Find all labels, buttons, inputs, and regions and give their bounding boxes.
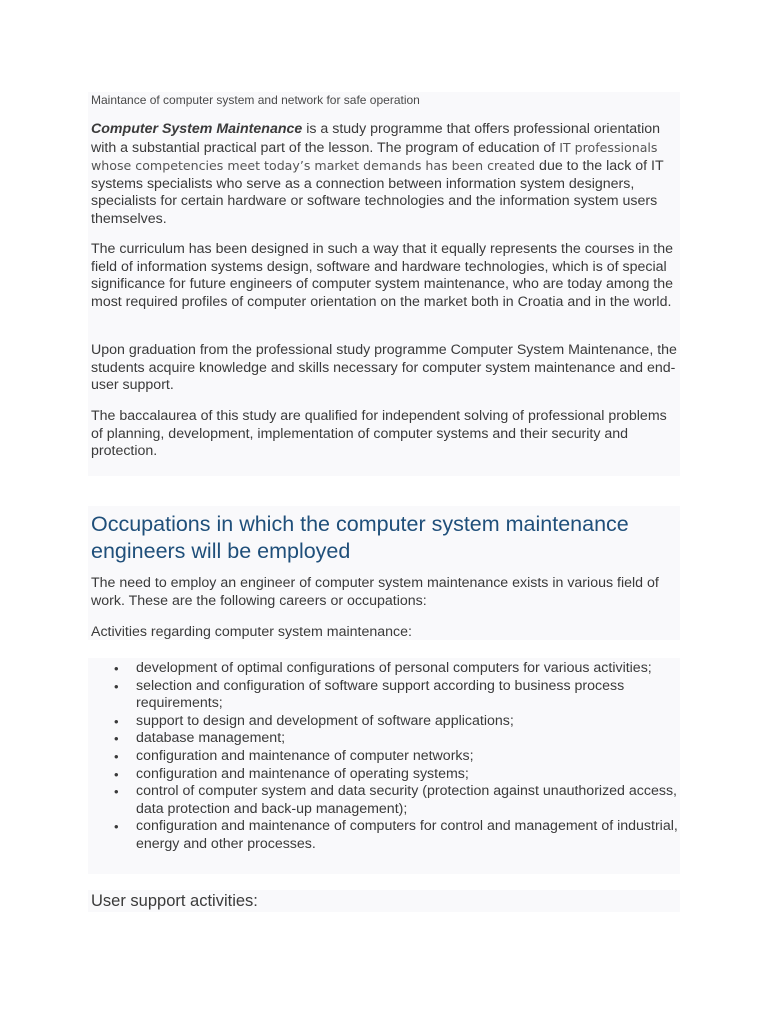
list-item-text: control of computer system and data security (protection against unauthorized access, data protection and back-up management); [136,783,677,817]
bullet-icon: • [114,766,119,782]
intro-text: due to the lack of IT systems specialists who serve as a connection between information system designers, specialists for certain hardware or software technologies and the information system users themselves. [91,158,664,227]
bullet-icon: • [114,678,119,694]
qualification-paragraph: The baccalaurea of this study are qualified for independent solving of professional problems of planning, development, implementation of computer systems and their security and protection. [91,408,667,460]
list-item-text: configuration and maintenance of computer networks; [136,747,474,764]
bullet-icon: • [114,748,119,764]
list-item [90,748,680,766]
activities-label: Activities regarding computer system maintenance: [91,624,412,640]
list-item-text: database management; [136,730,286,747]
list-item [90,730,680,748]
section-heading: Occupations in which the computer system maintenance engineers will be employed [91,512,629,563]
intro-paragraph [91,121,681,229]
activities-list [90,660,680,854]
bullet-icon: • [114,661,119,676]
document-title: Maintance of computer system and network for safe operation [91,93,420,107]
list-item [90,713,680,731]
list-item-text: selection and configuration of software support according to business process requirements; [136,677,625,712]
list-item-text: configuration and maintenance of computers for control and management of industrial, energy and other processes. [136,818,678,852]
list-item [90,678,680,713]
list-item [90,783,680,818]
list-item [90,818,680,853]
list-item [90,766,680,784]
graduation-paragraph: Upon graduation from the professional study programme Computer System Maintenance, the students acquire knowledge and skills necessary for computer system maintenance and end-user support. [91,342,677,394]
list-item-text: configuration and maintenance of operating systems; [136,765,469,782]
curriculum-paragraph: The curriculum has been designed in such a way that it equally represents the courses in the field of information systems design, software and hardware technologies, which is of special significance for future engineers of computer system maintenance, who are today among the most required profiles of computer orientation on the market both in Croatia and in the world. [91,241,674,310]
list-item [90,660,680,678]
bullet-icon: • [114,819,119,835]
bullet-icon: • [114,731,119,747]
user-support-label: User support activities: [91,892,258,910]
list-item-text: development of optimal configurations of personal computers for various activities; [136,660,652,676]
bullet-icon: • [114,784,119,800]
programme-name: Computer System Maintenance [91,121,303,137]
list-item-text: support to design and development of software applications; [136,712,514,729]
intro-text-alt-font: IT professionals whose competencies meet today’s market demands has been created [91,139,658,174]
intro-text: is a study programme that offers professional orientation with a substantial practical part of the lesson. The program of education of [91,121,661,156]
section-intro-paragraph: The need to employ an engineer of computer system maintenance exists in various field of work. These are the following careers or occupations: [91,575,659,609]
bullet-icon: • [114,713,119,729]
